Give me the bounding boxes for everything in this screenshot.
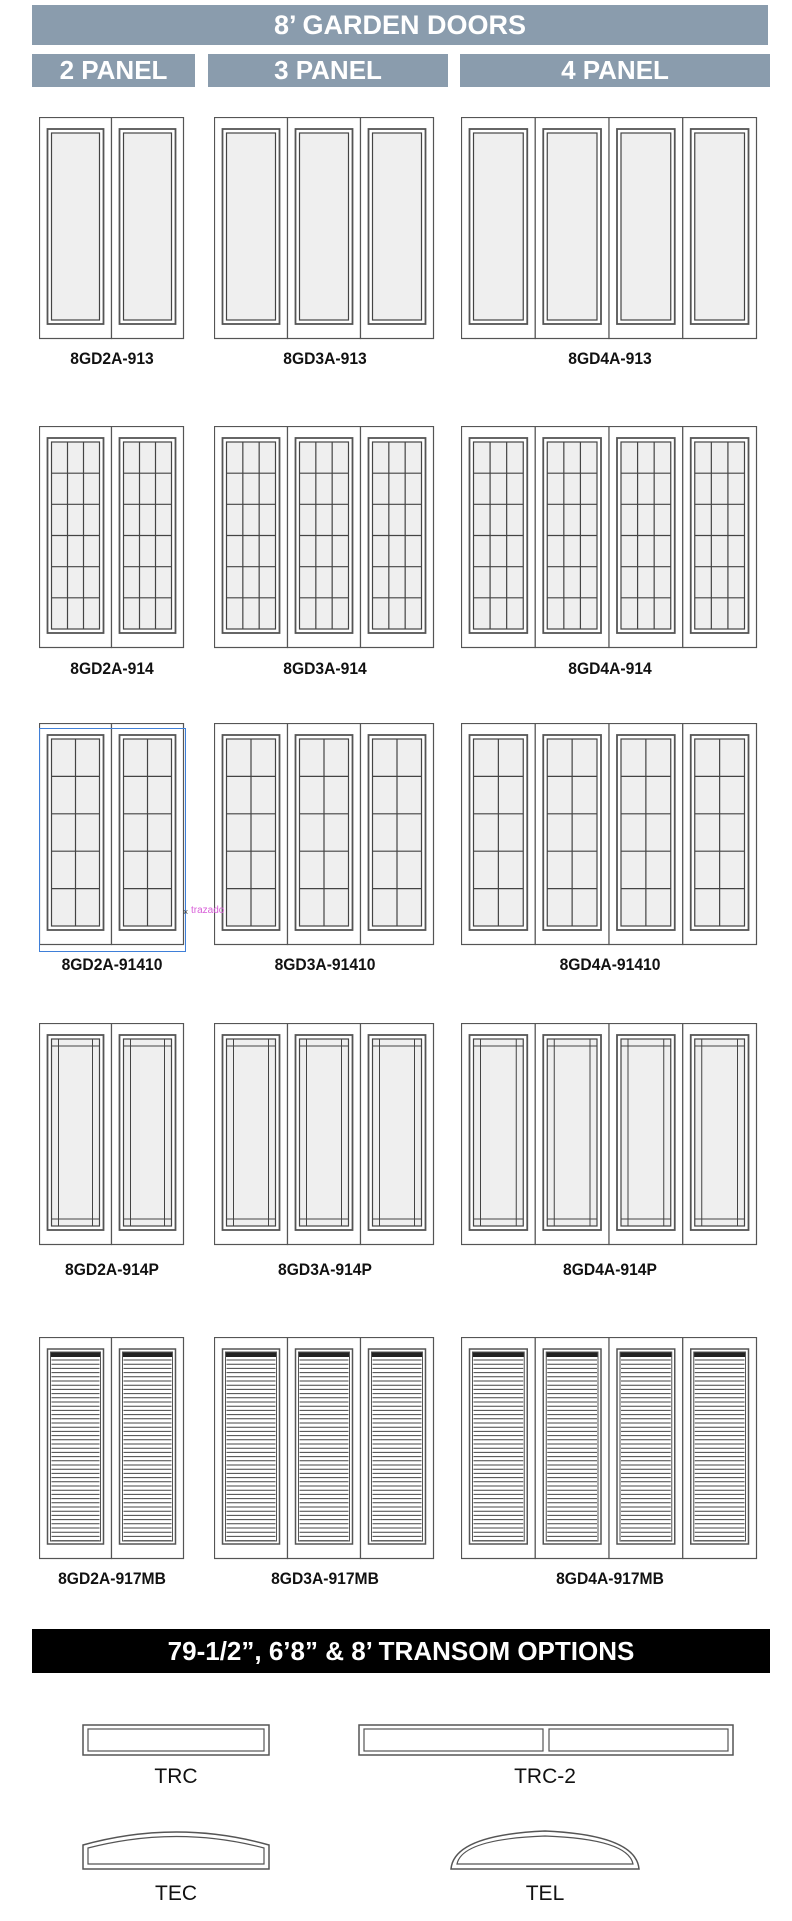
door-svg [39, 1023, 185, 1246]
transom-section-title: 79-1/2”, 6’8” & 8’ TRANSOM OPTIONS [32, 1629, 770, 1673]
door-panel [361, 118, 434, 339]
column-header-4-panel: 4 PANEL [460, 54, 770, 87]
door-panel [40, 427, 112, 648]
door-panel [40, 1024, 112, 1245]
door-panel [40, 1338, 112, 1559]
door-panel [112, 118, 184, 339]
door-panel [361, 1024, 434, 1245]
door-panel [683, 1024, 757, 1245]
door-panel [535, 724, 609, 945]
door-svg [39, 117, 185, 340]
door-panel [215, 427, 288, 648]
page-title: 8’ GARDEN DOORS [32, 5, 768, 45]
door-panel [112, 427, 184, 648]
door-svg [461, 1023, 758, 1246]
door-panel [683, 427, 757, 648]
door-panel [288, 724, 361, 945]
selection-tag: trazado [191, 905, 225, 916]
transom-label-tel: TEL [525, 1882, 565, 1905]
door-drawing-8gd3a-917mb[interactable] [214, 1337, 435, 1560]
transom-label-trc: TRC [154, 1765, 198, 1788]
door-drawing-8gd2a-914[interactable] [39, 426, 185, 649]
door-svg [461, 1337, 758, 1560]
door-svg [461, 117, 758, 340]
door-panel [288, 1338, 361, 1559]
door-model-label: 8GD2A-914 [70, 659, 154, 678]
transom-trc2-drawing[interactable] [358, 1724, 736, 1758]
transom-label-tec: TEC [155, 1882, 197, 1905]
door-svg [39, 426, 185, 649]
door-model-label: 8GD3A-913 [282, 349, 367, 368]
door-drawing-8gd2a-917mb[interactable] [39, 1337, 185, 1560]
column-header-3-panel: 3 PANEL [208, 54, 448, 87]
door-panel [361, 1338, 434, 1559]
transom-tel-drawing[interactable] [450, 1827, 640, 1871]
door-panel [288, 118, 361, 339]
door-panel [462, 724, 536, 945]
door-panel [112, 1338, 184, 1559]
door-drawing-8gd3a-913[interactable] [214, 117, 435, 340]
door-model-label: 8GD4A-914P [562, 1260, 657, 1279]
door-model-label: 8GD4A-914 [567, 659, 652, 678]
selection-box[interactable] [39, 728, 189, 952]
door-panel [535, 118, 609, 339]
transom-tec-drawing[interactable] [82, 1827, 272, 1871]
door-model-label: 8GD2A-91410 [61, 955, 163, 974]
door-svg [39, 1337, 185, 1560]
door-panel [288, 1024, 361, 1245]
selection-anchor-icon: × [183, 907, 189, 917]
door-drawing-8gd3a-914[interactable] [214, 426, 435, 649]
door-panel [535, 427, 609, 648]
door-drawing-8gd2a-914p[interactable] [39, 1023, 185, 1246]
door-model-label: 8GD2A-914P [65, 1260, 159, 1279]
door-panel [361, 724, 434, 945]
door-panel [683, 118, 757, 339]
door-panel [361, 427, 434, 648]
door-model-label: 8GD3A-914P [277, 1260, 372, 1279]
door-svg [214, 426, 435, 649]
door-panel [215, 1338, 288, 1559]
door-panel [683, 724, 757, 945]
door-model-label: 8GD4A-91410 [559, 955, 660, 974]
door-svg [461, 723, 758, 946]
door-panel [215, 1024, 288, 1245]
door-panel [609, 1338, 683, 1559]
door-panel [112, 1024, 184, 1245]
transom-label-trc2: TRC-2 [514, 1765, 576, 1788]
door-svg [461, 426, 758, 649]
column-header-2-panel: 2 PANEL [32, 54, 195, 87]
door-panel [462, 1338, 536, 1559]
door-model-label: 8GD4A-917MB [555, 1569, 664, 1588]
door-model-label: 8GD2A-917MB [58, 1569, 166, 1588]
door-panel [462, 1024, 536, 1245]
door-panel [683, 1338, 757, 1559]
door-svg [214, 117, 435, 340]
door-panel [215, 724, 288, 945]
door-model-label: 8GD4A-913 [567, 349, 652, 368]
door-model-label: 8GD3A-91410 [274, 955, 375, 974]
door-panel [609, 118, 683, 339]
door-panel [535, 1338, 609, 1559]
door-model-label: 8GD3A-917MB [270, 1569, 379, 1588]
door-panel [215, 118, 288, 339]
door-drawing-8gd4a-913[interactable] [461, 117, 758, 340]
door-drawing-8gd2a-913[interactable] [39, 117, 185, 340]
door-panel [609, 1024, 683, 1245]
door-drawing-8gd4a-91410[interactable] [461, 723, 758, 946]
door-panel [40, 118, 112, 339]
door-panel [462, 118, 536, 339]
door-drawing-8gd3a-91410[interactable] [214, 723, 435, 946]
transom-trc-drawing[interactable] [82, 1724, 272, 1758]
door-svg [214, 723, 435, 946]
door-drawing-8gd4a-917mb[interactable] [461, 1337, 758, 1560]
door-model-label: 8GD2A-913 [70, 349, 154, 368]
door-panel [609, 724, 683, 945]
door-drawing-8gd4a-914[interactable] [461, 426, 758, 649]
door-panel [609, 427, 683, 648]
door-panel [535, 1024, 609, 1245]
door-svg [214, 1023, 435, 1246]
door-drawing-8gd4a-914p[interactable] [461, 1023, 758, 1246]
door-svg [214, 1337, 435, 1560]
door-panel [462, 427, 536, 648]
door-panel [288, 427, 361, 648]
door-model-label: 8GD3A-914 [282, 659, 367, 678]
door-drawing-8gd3a-914p[interactable] [214, 1023, 435, 1246]
